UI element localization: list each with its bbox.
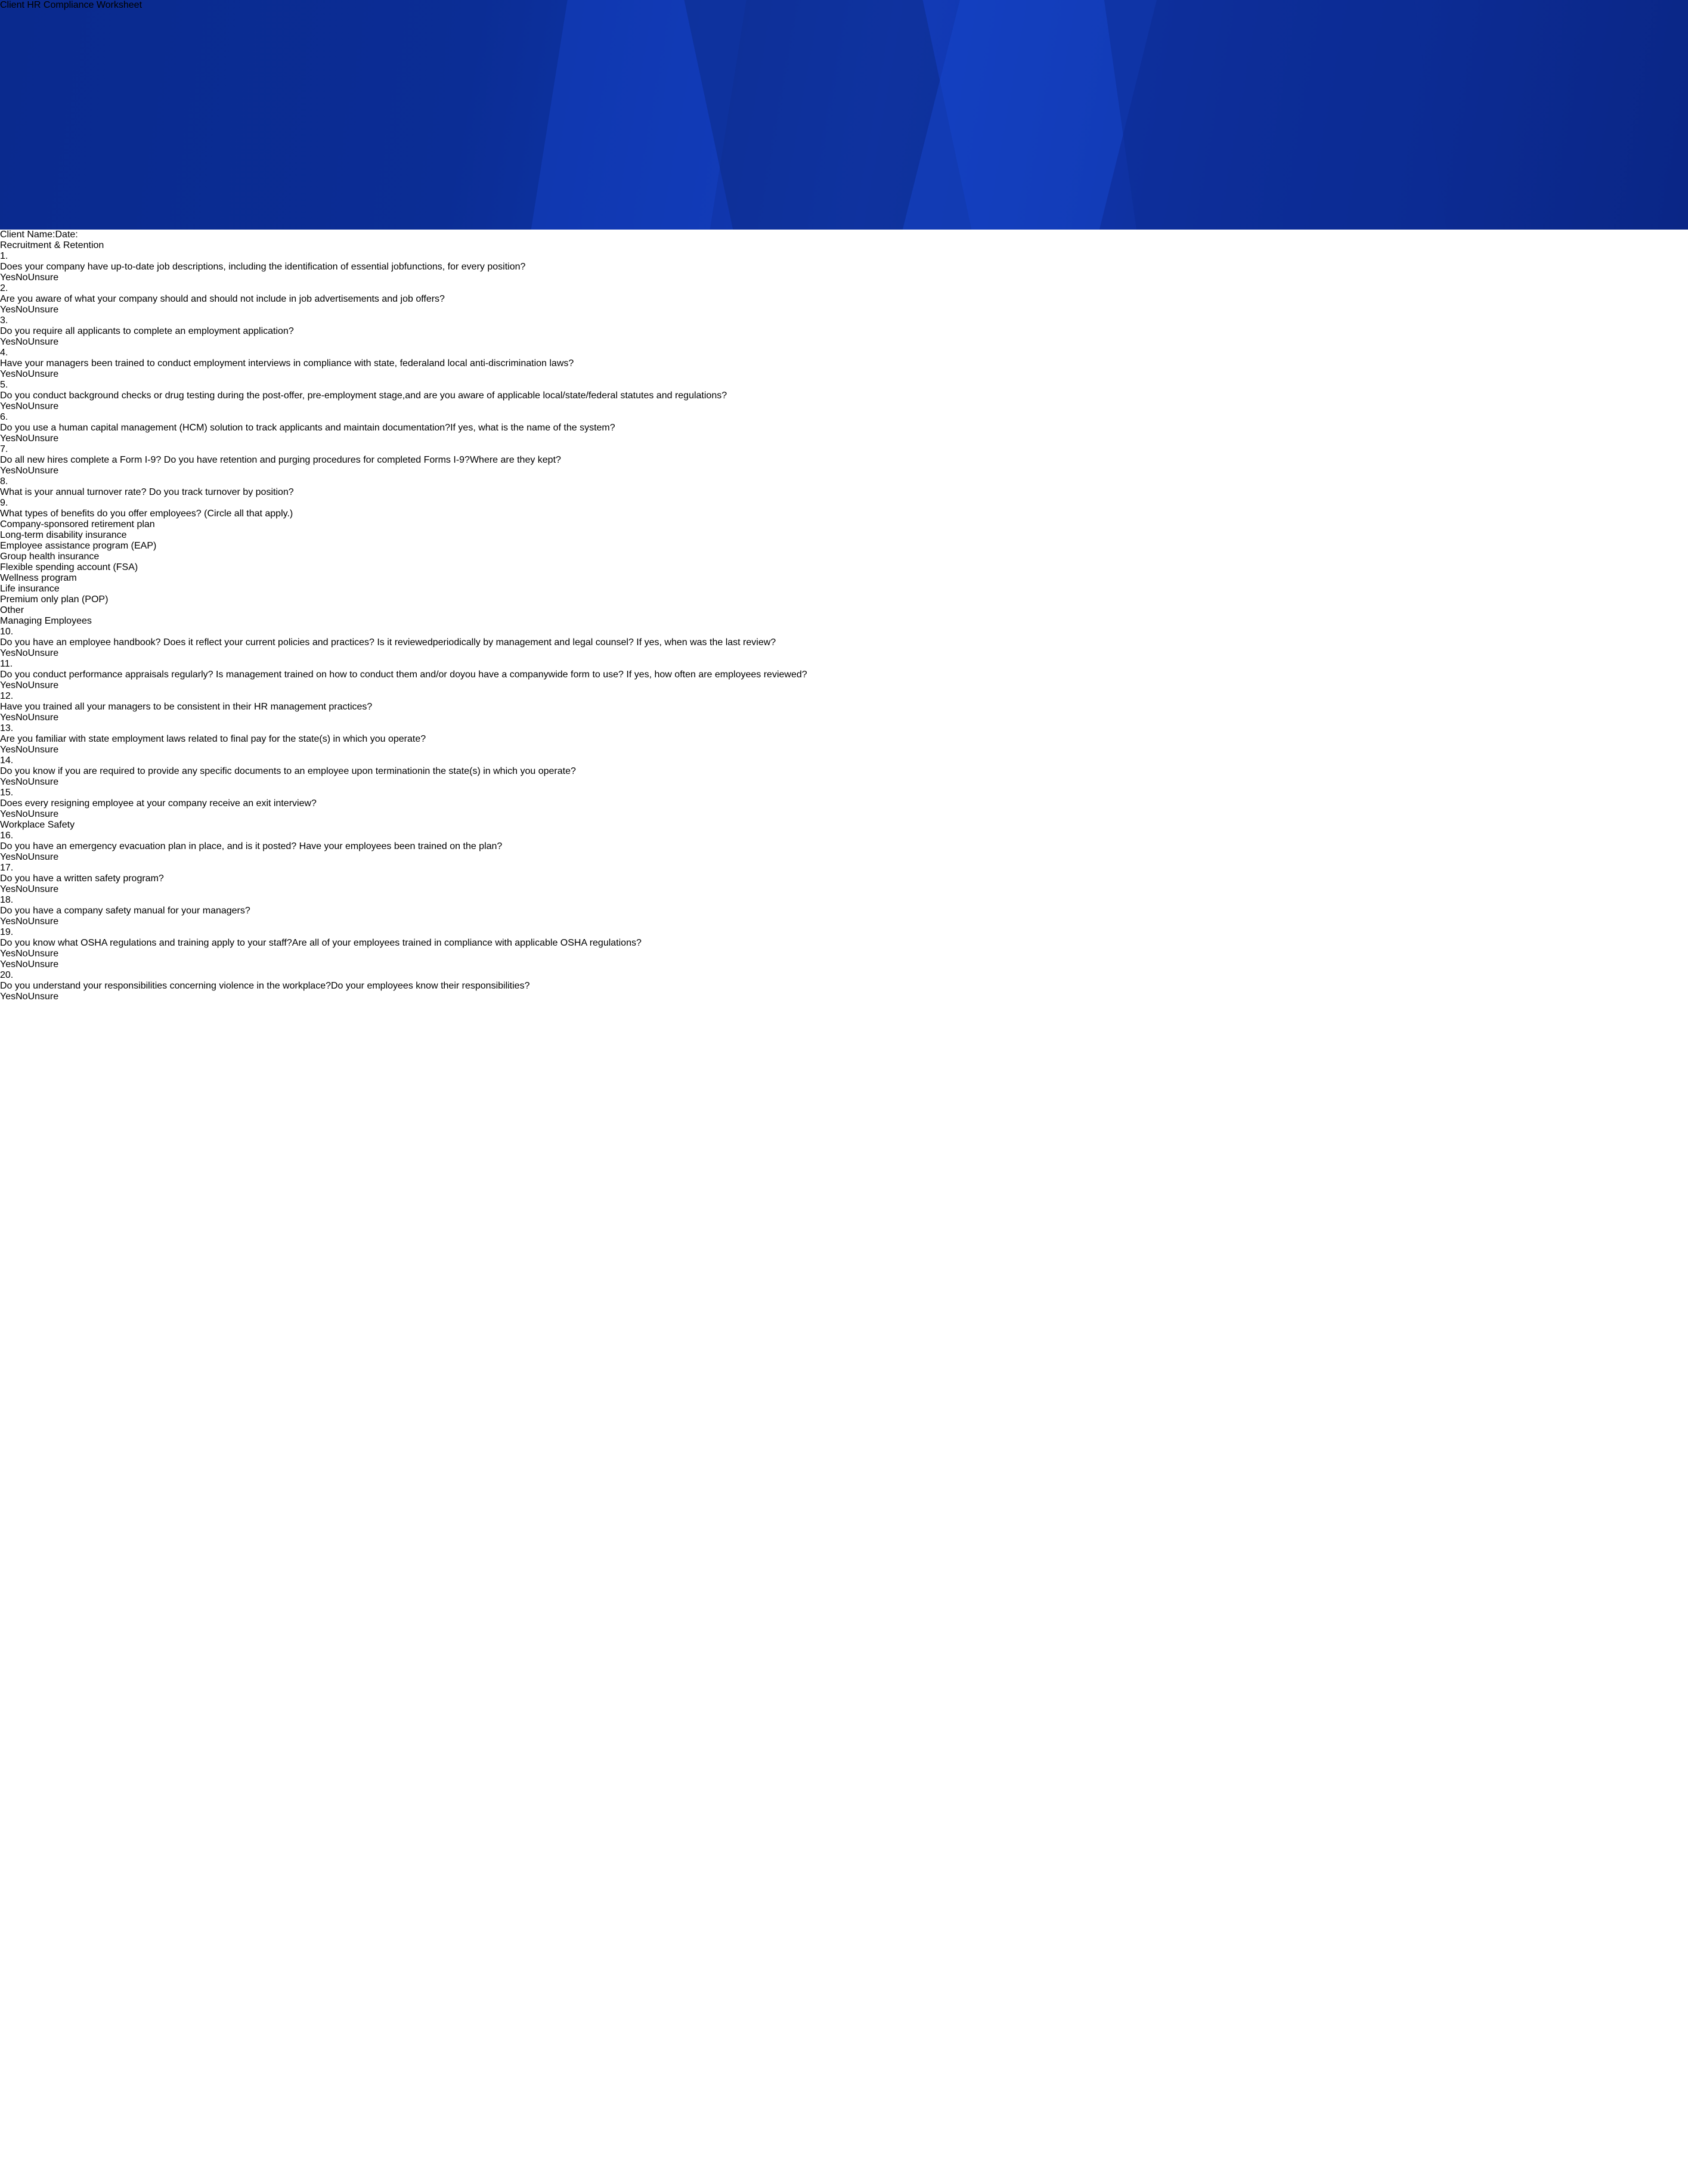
answer-options [0,852,1688,863]
question-line-text: and local anti-discrimination laws? [429,358,574,368]
question-band [0,734,1688,755]
question-text [0,906,1688,916]
question-band [0,938,1688,970]
option-unsure[interactable]: Unsure [27,777,59,787]
answer-options [0,305,1688,315]
question-number: 1. [0,251,8,261]
client-name-field [0,230,55,240]
question-row [0,831,1688,863]
answer-options [0,369,1688,380]
benefit-option[interactable] [0,605,1688,616]
answer-options [0,809,1688,820]
question-number: 17. [0,863,14,873]
question-line [429,358,574,368]
question-line-text: Are you familiar with state employment laws related to final pay for the state(s) in which you operate? [0,734,426,744]
question-line [0,326,294,336]
option-yes[interactable]: Yes [0,337,16,347]
question-number: 3. [0,315,8,326]
option-no[interactable]: No [16,809,28,819]
question-row [0,251,1688,283]
question-text [0,637,1688,648]
option-no[interactable]: No [16,369,28,379]
benefit-option[interactable] [0,573,1688,584]
question-text [0,938,1688,949]
question-row [0,970,1688,1002]
question-line-text: Do you know what OSHA regulations and training apply to your staff? [0,938,292,948]
benefit-label: Long-term disability insurance [0,530,127,540]
option-yes[interactable]: Yes [0,959,16,969]
question-line-text: Do you have a written safety program? [0,873,164,884]
section [0,820,1688,1002]
section-title: Recruitment & Retention [0,240,104,250]
question-line [423,766,576,776]
question-row [0,723,1688,755]
question-line [0,766,423,776]
section-title: Managing Employees [0,616,92,626]
answer-options [0,777,1688,788]
question-line [331,981,530,991]
question-row [0,863,1688,895]
answer-options [0,992,1688,1002]
question-number: 10. [0,627,14,637]
option-yes[interactable]: Yes [0,433,16,444]
question-band [0,423,1688,444]
question-band [0,702,1688,723]
option-no[interactable]: No [16,959,28,969]
question-line [470,455,561,465]
question-number: 4. [0,348,8,358]
option-yes[interactable]: Yes [0,272,16,283]
question-line-text: Are you aware of what your company should and should not include in job advertisements and job offers? [0,294,445,304]
answer-column [0,712,1688,723]
question-band [0,455,1688,476]
option-yes[interactable]: Yes [0,745,16,755]
option-unsure[interactable]: Unsure [27,680,59,690]
question-line [292,938,642,948]
question-line-text: Do you know if you are required to provide any specific documents to an employee upon termination [0,766,423,776]
option-yes[interactable]: Yes [0,777,16,787]
option-unsure[interactable]: Unsure [27,916,59,927]
question-line [404,262,526,272]
question-number: 5. [0,380,8,390]
question-number: 6. [0,412,8,422]
question-line-text: What is your annual turnover rate? Do you track turnover by position? [0,487,294,497]
question-line [405,391,727,401]
option-unsure[interactable]: Unsure [27,809,59,819]
answer-options [0,337,1688,348]
question-line [0,455,470,465]
question-band [0,766,1688,788]
answer-column [0,916,1688,927]
question-line [0,798,317,808]
question-line-text: you have a companywide form to use? If yes, how often are employees reviewed? [460,670,807,680]
answer-column [0,369,1688,380]
question-line-text: Do you have an emergency evacuation plan in place, and is it posted? Have your employees been trained on the plan? [0,841,503,851]
answer-options [0,680,1688,691]
option-unsure[interactable]: Unsure [27,272,59,283]
option-yes[interactable]: Yes [0,369,16,379]
option-no[interactable]: No [16,777,28,787]
question-line [0,981,331,991]
client-name-label: Client Name: [0,230,55,240]
question-number: 18. [0,895,14,905]
benefit-label: Company-sponsored retirement plan [0,519,155,529]
question-line-text: What types of benefits do you offer employees? (Circle all that apply.) [0,509,293,519]
page-title: Client HR Compliance Worksheet [0,0,143,10]
question-line-text: Does your company have up-to-date job descriptions, including the identification of essential job [0,262,404,272]
option-unsure[interactable]: Unsure [27,305,59,315]
question-line [0,391,405,401]
option-unsure[interactable]: Unsure [27,852,59,862]
date-field [55,230,78,240]
option-no[interactable]: No [16,949,28,959]
option-yes[interactable]: Yes [0,884,16,894]
option-no[interactable]: No [16,305,28,315]
question-line-text: Do you understand your responsibilities concerning violence in the workplace? [0,981,331,991]
option-no[interactable]: No [16,337,28,347]
question-number: 14. [0,755,14,766]
benefit-label: Group health insurance [0,552,100,562]
option-unsure[interactable]: Unsure [27,466,59,476]
question-line [0,509,293,519]
answer-column [0,745,1688,755]
question-line [0,358,429,368]
benefit-option[interactable] [0,562,1688,573]
question-band [0,798,1688,820]
question-line [0,294,445,304]
benefit-label: Premium only plan (POP) [0,594,109,605]
answer-column [0,949,1688,970]
question-line-text: Have you trained all your managers to be consistent in their HR management practices? [0,702,373,712]
answer-options [0,433,1688,444]
option-no[interactable]: No [16,401,28,411]
question-text [0,358,1688,369]
section-header [0,820,1688,831]
answer-options [0,712,1688,723]
question-text [0,423,1688,433]
question-line [0,873,164,884]
question-line-text: and are you aware of applicable local/state/federal statutes and regulations? [405,391,727,401]
option-yes[interactable]: Yes [0,401,16,411]
section-header [0,240,1688,251]
question-row [0,315,1688,348]
question-line-text: Do your employees know their responsibilities? [330,981,530,991]
question-row [0,788,1688,820]
question-number: 7. [0,444,8,454]
question-line [0,938,292,948]
option-unsure[interactable]: Unsure [27,992,59,1002]
question-line [0,734,426,744]
answer-column [0,648,1688,659]
question-text [0,670,1688,680]
option-no[interactable]: No [16,712,28,723]
answer-column [0,433,1688,444]
option-yes[interactable]: Yes [0,305,16,315]
section [0,240,1688,616]
question-text [0,702,1688,712]
answer-column [0,777,1688,788]
question-line [460,670,807,680]
answer-column [0,466,1688,476]
question-line-text: Do all new hires complete a Form I-9? Do you have retention and purging procedures for completed Forms I-9? [0,455,470,465]
option-unsure[interactable]: Unsure [27,369,59,379]
question-number: 11. [0,659,13,669]
option-yes[interactable]: Yes [0,949,16,959]
question-text [0,873,1688,884]
benefit-label: Life insurance [0,584,60,594]
answer-options [0,745,1688,755]
question-band [0,906,1688,927]
option-no[interactable]: No [16,648,28,658]
question-text [0,766,1688,777]
answer-options [0,916,1688,927]
question-line [450,423,615,433]
question-line [0,670,460,680]
question-line-text: Do you use a human capital management (HCM) solution to track applicants and maintain documentation? [0,423,451,433]
benefit-option[interactable] [0,541,1688,552]
question-line [0,906,250,916]
question-band [0,358,1688,380]
option-yes[interactable]: Yes [0,680,16,690]
question-line [433,637,776,648]
question-line-text: Do you have a company safety manual for your managers? [0,906,250,916]
question-band [0,294,1688,315]
option-unsure[interactable]: Unsure [27,648,59,658]
question-row [0,380,1688,412]
answer-column [0,401,1688,412]
answer-options [0,466,1688,476]
option-no[interactable]: No [16,745,28,755]
question-band [0,262,1688,283]
option-yes[interactable]: Yes [0,852,16,862]
question-row [0,927,1688,970]
option-no[interactable]: No [16,272,28,283]
option-yes[interactable]: Yes [0,466,16,476]
option-no[interactable]: No [16,433,28,444]
option-no[interactable]: No [16,852,28,862]
question-line [0,637,433,648]
option-yes[interactable]: Yes [0,992,16,1002]
worksheet-body [0,240,1688,1002]
option-unsure[interactable]: Unsure [27,884,59,894]
option-yes[interactable]: Yes [0,809,16,819]
question-band [0,391,1688,412]
question-text [0,487,1688,498]
section-header [0,616,1688,627]
question-band [0,326,1688,348]
question-row [0,498,1688,616]
option-no[interactable]: No [16,884,28,894]
answer-column [0,992,1688,1002]
question-band [0,841,1688,863]
question-line-text: Where are they kept? [469,455,561,465]
option-yes[interactable]: Yes [0,648,16,658]
option-unsure[interactable]: Unsure [27,433,59,444]
question-text [0,734,1688,745]
option-unsure[interactable]: Unsure [27,959,59,969]
question-number: 8. [0,476,8,487]
question-number: 19. [0,927,14,937]
question-row [0,444,1688,476]
masthead-banner [0,0,1688,230]
answer-options [0,272,1688,283]
question-line [0,487,294,497]
benefit-option[interactable] [0,519,1688,530]
answer-column [0,272,1688,283]
question-line-text: Do you conduct background checks or drug testing during the post-offer, pre-employment stage, [0,391,405,401]
answer-column [0,305,1688,315]
benefit-option[interactable] [0,552,1688,562]
option-no[interactable]: No [16,466,28,476]
question-line [0,841,502,851]
question-row [0,627,1688,659]
question-line-text: periodically by management and legal counsel? If yes, when was the last review? [432,637,776,648]
answer-column [0,852,1688,863]
question-row [0,348,1688,380]
question-text [0,262,1688,272]
question-band [0,637,1688,659]
benefit-label: Flexible spending account (FSA) [0,562,138,572]
option-unsure[interactable]: Unsure [27,745,59,755]
question-line [0,423,450,433]
answer-options [0,401,1688,412]
question-band [0,509,1688,616]
question-row [0,755,1688,788]
banner-shape-d [1098,0,1455,230]
question-row [0,895,1688,927]
question-line-text: Do you conduct performance appraisals regularly? Is management trained on how to conduct them and/or do [0,670,460,680]
answer-options [0,959,1688,970]
question-number: 15. [0,788,14,798]
question-line-text: Are all of your employees trained in compliance with applicable OSHA regulations? [292,938,642,948]
question-line-text: Do you require all applicants to complete an employment application? [0,326,294,336]
question-number: 20. [0,970,14,980]
question-text [0,981,1688,992]
option-no[interactable]: No [16,916,28,927]
question-line-text: functions, for every position? [404,262,526,272]
benefits-grid [0,519,1688,616]
benefit-option[interactable] [0,584,1688,594]
question-line [0,262,404,272]
identity-row [0,230,1688,240]
option-unsure[interactable]: Unsure [27,712,59,723]
option-yes[interactable]: Yes [0,916,16,927]
question-row [0,659,1688,691]
question-line [0,702,372,712]
question-number: 12. [0,691,14,701]
benefit-label: Other [0,605,24,615]
answer-column [0,337,1688,348]
question-row [0,476,1688,498]
question-text [0,841,1688,852]
question-row [0,412,1688,444]
question-band [0,670,1688,691]
question-line-text: Do you have an employee handbook? Does it reflect your current policies and practices? Is it reviewed [0,637,433,648]
question-band [0,981,1688,1002]
question-row [0,283,1688,315]
question-text [0,326,1688,337]
question-number: 13. [0,723,14,733]
benefit-option[interactable] [0,530,1688,541]
option-no[interactable]: No [16,992,28,1002]
question-band [0,873,1688,895]
benefit-option[interactable] [0,594,1688,605]
question-line-text: Have your managers been trained to conduct employment interviews in compliance with state, federal [0,358,429,368]
answer-column [0,680,1688,691]
question-number: 9. [0,498,8,508]
question-text [0,509,1688,616]
question-number: 16. [0,831,14,841]
question-line-text: in the state(s) in which you operate? [422,766,576,776]
question-band [0,487,1688,498]
benefit-label: Wellness program [0,573,77,583]
answer-options [0,884,1688,895]
answer-options [0,949,1688,959]
option-unsure[interactable]: Unsure [27,337,59,347]
answer-options [0,648,1688,659]
option-yes[interactable]: Yes [0,712,16,723]
question-row [0,691,1688,723]
section-title: Workplace Safety [0,820,75,830]
benefit-label: Employee assistance program (EAP) [0,541,157,551]
question-text [0,294,1688,305]
question-line-text: If yes, what is the name of the system? [450,423,615,433]
question-line-text: Does every resigning employee at your company receive an exit interview? [0,798,317,808]
answer-column [0,809,1688,820]
option-unsure[interactable]: Unsure [27,949,59,959]
question-text [0,798,1688,809]
question-text [0,455,1688,466]
option-no[interactable]: No [16,680,28,690]
date-label: Date: [55,230,78,240]
section [0,616,1688,820]
question-text [0,391,1688,401]
option-unsure[interactable]: Unsure [27,401,59,411]
question-number: 2. [0,283,8,293]
answer-column [0,884,1688,895]
